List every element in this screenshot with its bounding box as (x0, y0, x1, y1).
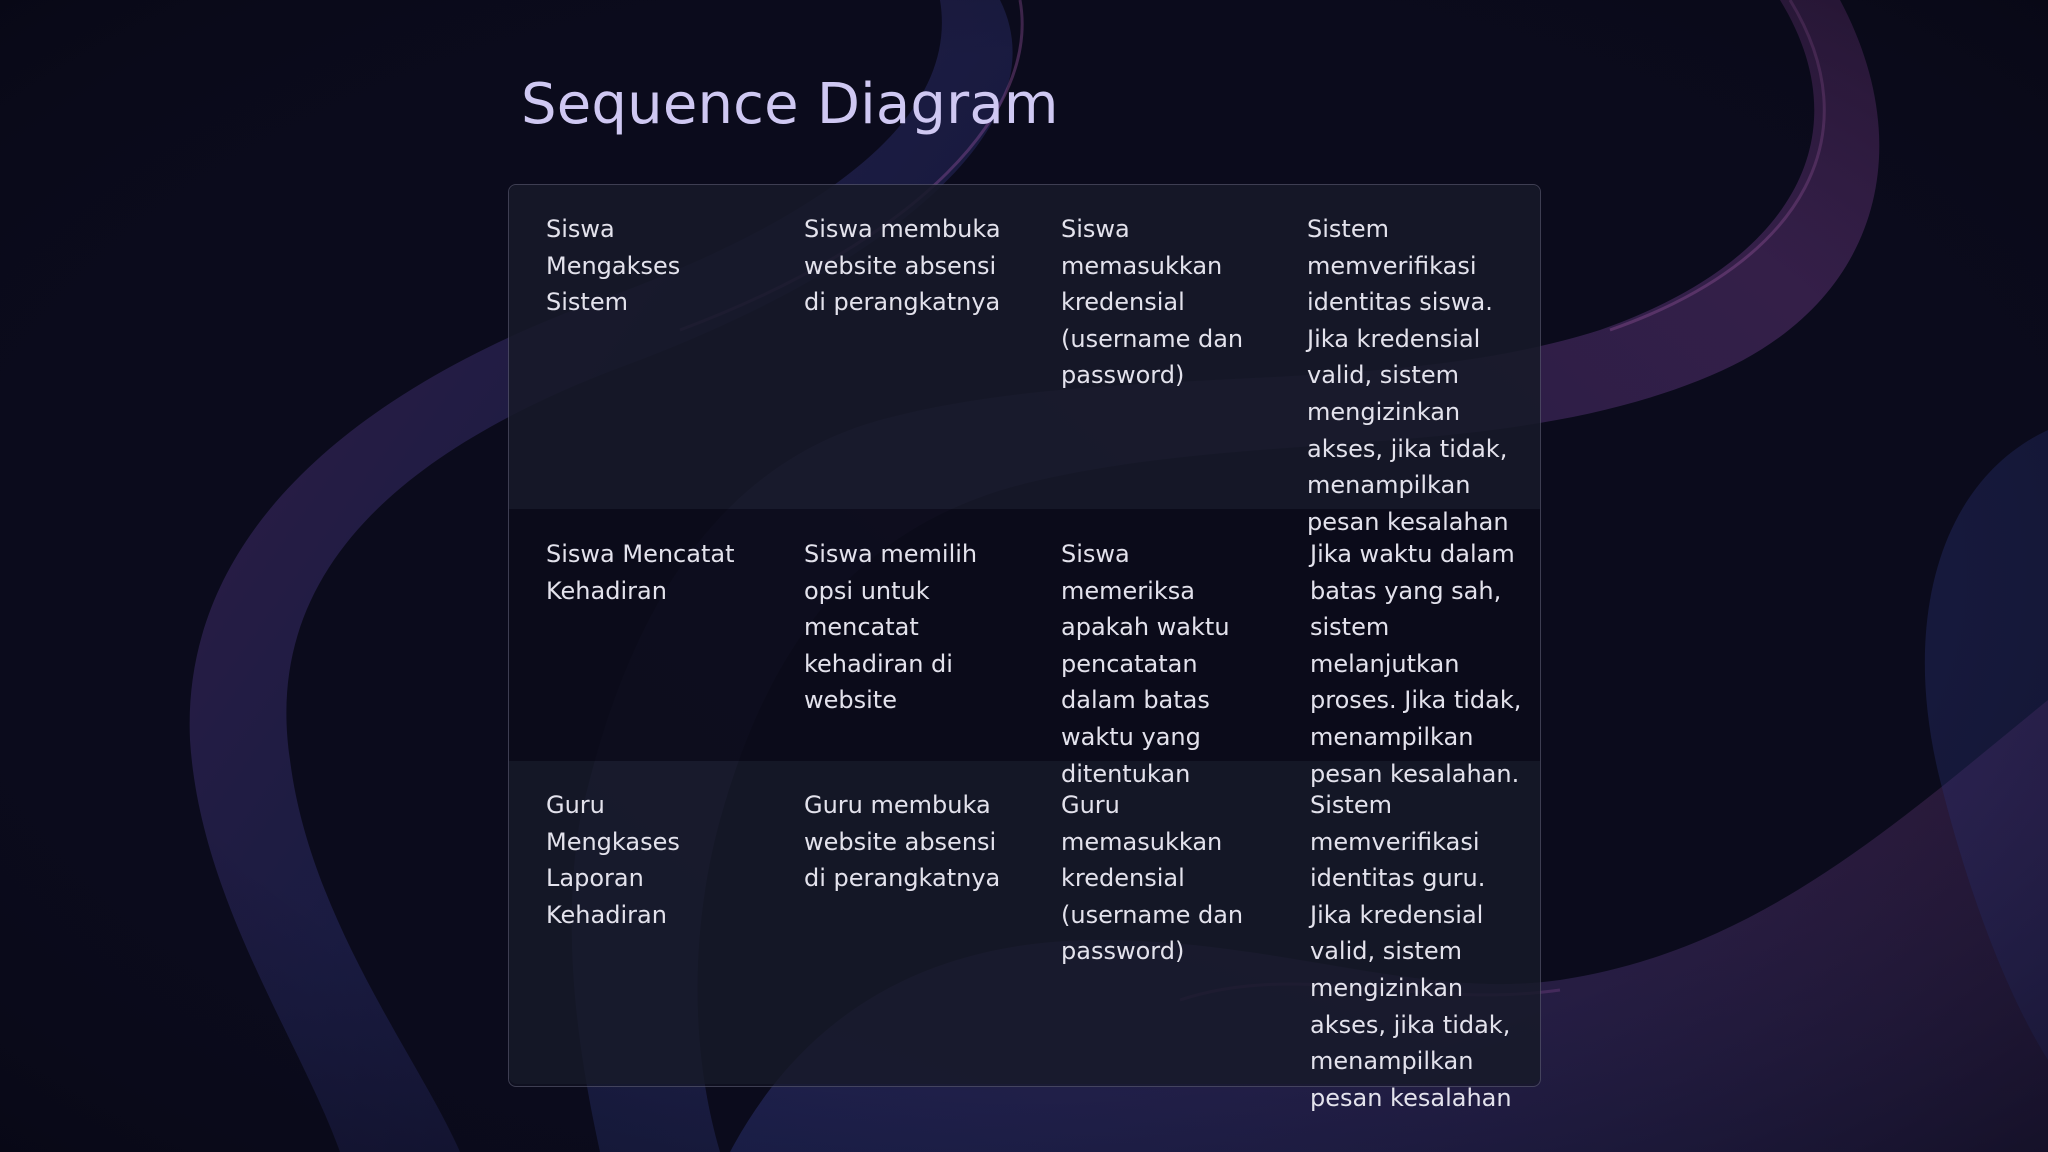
table-cell: Siswa memasukkan kredensial (username dan password) (1061, 215, 1244, 390)
table-cell: Guru membuka website absensi di perangkatnya (804, 791, 1001, 893)
table-cell: Siswa Mencatat Kehadiran (546, 540, 735, 605)
table-cell: Sistem memverifikasi identitas guru. Jika kredensial valid, sistem mengizinkan akses, jika tidak, menampilkan pesan kesalahan (1310, 791, 1512, 1112)
table-cell: Siswa membuka website absensi di perangkatnya (804, 215, 1001, 317)
table-cell: Sistem memverifikasi identitas siswa. Jika kredensial valid, sistem mengizinkan akses, jika tidak, menampilkan pesan kesalahan (1307, 215, 1509, 536)
table-cell: Jika waktu dalam batas yang sah, sistem melanjutkan proses. Jika tidak, menampilkan pesan kesalahan. (1310, 540, 1522, 788)
table-cell: Guru memasukkan kredensial (username dan password) (1061, 791, 1244, 966)
table-cell: Siswa Mengakses Sistem (546, 215, 681, 317)
table-cell: Guru Mengkases Laporan Kehadiran (546, 791, 680, 929)
table-cell: Siswa memilih opsi untuk mencatat kehadiran di website (804, 540, 978, 715)
slide-title: Sequence Diagram (521, 72, 1059, 137)
table-cell: Siswa memeriksa apakah waktu pencatatan dalam batas waktu yang ditentukan (1061, 540, 1230, 788)
